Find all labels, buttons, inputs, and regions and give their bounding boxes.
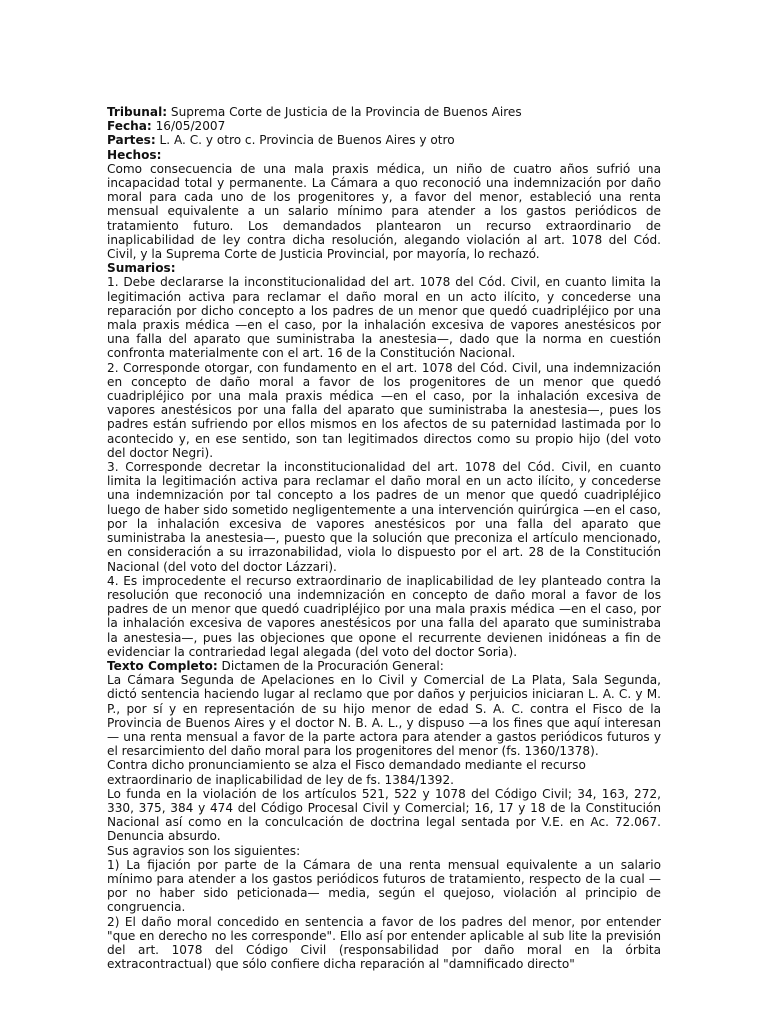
tribunal-line [107,105,661,119]
sumario-item-2: 2. Corresponde otorgar, con fundamento en el art. 1078 del Cód. Civil, una indemnización en concepto de daño moral a favor de los progenitores de un menor que quedó cuadripléjico por una mala praxis médica —en el caso, por la inhalación excesiva de vapores anestésicos por una falla del aparato que suministraba la anestesia—, pues los padres están sufriendo por ellos mismos en los afectos de su paternidad lastimada por lo acontecido y, en ese sentido, son tan legitimados directos como su propio hijo (del voto del doctor Negri). [107,360,661,460]
body-paragraph-2: Contra dicho pronunciamiento se alza el Fisco demandado mediante el recurso extraordinario de inaplicabilidad de ley de fs. 1384/1392. [107,758,586,787]
body-paragraph-1: La Cámara Segunda de Apelaciones en lo Civil y Comercial de La Plata, Sala Segunda, dictó sentencia haciendo lugar al reclamo que por daños y perjuicios iniciaran L. A. C. y M. P., por sí y en representación de su hijo menor de edad S. A. C. contra el Fisco de la Provincia de Buenos Aires y el doctor N. B. A. L., y dispuso —a los fines que aquí interesan— una renta mensual a favor de la parte actora para atender a gastos periódicos futuros y el resarcimiento del daño moral para los progenitores del menor (fs. 1360/1378). [107,673,661,759]
document-page [107,105,661,971]
texto-completo-heading: Texto Completo: [107,658,218,673]
sumario-item-4: 4. Es improcedente el recurso extraordinario de inaplicabilidad de ley planteado contra la resolución que reconoció una indemnización en concepto de daño moral a favor de los padres de un menor que quedó cuadripléjico por una mala praxis médica —en el caso, por la inhalación excesiva de vapores anestésicos por una falla del aparato que suministraba la anestesia—, pues las objeciones que opone el recurrente devienen inidóneas a fin de evidenciar la contrariedad legal alegada (del voto del doctor Soria). [107,573,661,659]
sumario-item-1: 1. Debe declararse la inconstitucionalidad del art. 1078 del Cód. Civil, en cuanto limita la legitimación activa para reclamar el daño moral en un acto ilícito, y concederse una reparación por dicho concepto a los padres de un menor que quedó cuadripléjico por una mala praxis médica —en el caso, por la inhalación excesiva de vapores anestésicos por una falla del aparato que suministraba la anestesia—, dado que la norma en cuestión confronta materialmente con el art. 16 de la Constitución Nacional. [107,275,661,361]
body-paragraph-4: Sus agravios son los siguientes: [107,843,301,858]
hechos-paragraph: Como consecuencia de una mala praxis médica, un niño de cuatro años sufrió una incapacidad total y permanente. La Cámara a quo reconoció una indemnización por daño moral para cada uno de los progenitores y, a favor del menor, estableció una renta mensual equivalente a un salario mínimo para atender a los gastos periódicos de tratamiento futuro. Los demandados plantearon un recurso extraordinario de inaplicabilidad de ley contra dicha resolución, alegando violación al art. 1078 del Cód. Civil, y la Suprema Corte de Justicia Provincial, por mayoría, lo rechazó. [107,161,661,262]
body-paragraph-5: 1) La fijación por parte de la Cámara de una renta mensual equivalente a un salario mínimo para atender a los gastos periódicos futuros de tratamiento, respecto de la cual —por no haber sido peticionada— media, según el quejoso, violación al principio de congruencia. [107,857,661,915]
sumario-item-3: 3. Corresponde decretar la inconstitucionalidad del art. 1078 del Cód. Civil, en cuanto limita la legitimación activa para reclamar el daño moral en un acto ilícito, y concederse una indemnización por tal concepto a los padres de un menor que quedó cuadripléjico luego de haber sido sometido negligentemente a una intervención quirúrgica —en el caso, por la inhalación excesiva de vapores anestésicos por una falla del aparato que suministraba la anestesia—, puesto que la solución que preconiza el artículo mencionado, en consideración a su irrazonabilidad, viola lo dispuesto por el art. 28 de la Constitución Nacional (del voto del doctor Lázzari). [107,460,661,574]
sumarios-heading: Sumarios: [107,261,176,276]
fecha-label: Fecha: [107,119,152,134]
body-paragraph-6: 2) El daño moral concedido en sentencia a favor de los padres del menor, por entender "que en derecho no les corresponde". Ello así por entender aplicable al sub lite la previsión del art. 1078 del Código Civil (responsabilidad por daño moral en la órbita extracontractual) que sólo confiere dicha reparación al "damnificado directo" [107,914,661,972]
fecha-line [107,119,661,133]
body-paragraph-3: Lo funda en la violación de los artículos 521, 522 y 1078 del Código Civil; 34, 163, 272, 330, 375, 384 y 474 del Código Procesal Civil y Comercial; 16, 17 y 18 de la Constitución Nacional así como en la conculcación de doctrina legal sentada por V.E. en Ac. 72.067. Denuncia absurdo. [107,786,661,844]
texto-completo-subtitle: Dictamen de la Procuración General: [217,658,444,673]
partes-value: L. A. C. y otro c. Provincia de Buenos Aires y otro [155,133,455,148]
texto-completo-line [107,659,661,673]
hechos-heading: Hechos: [107,147,162,162]
tribunal-label: Tribunal: [107,105,168,119]
partes-line [107,133,661,147]
tribunal-value: Suprema Corte de Justicia de la Provincia de Buenos Aires [167,105,522,119]
fecha-value: 16/05/2007 [151,119,226,134]
partes-label: Partes: [107,133,156,148]
